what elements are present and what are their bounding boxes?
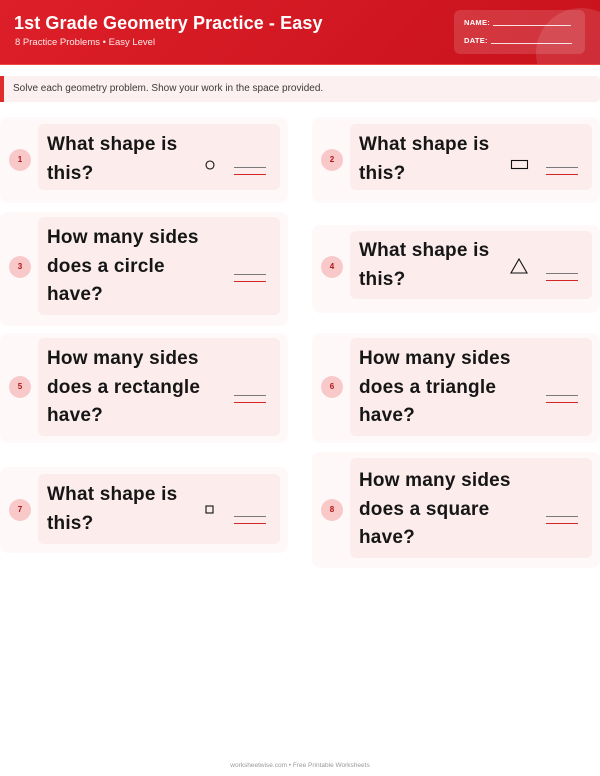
- question-text: How many sides does a rectangle have?: [47, 348, 201, 426]
- name-field[interactable]: [464, 18, 571, 27]
- page-subtitle: 8 Practice Problems • Easy Level: [15, 37, 156, 48]
- question-text: How many sides does a triangle have?: [359, 348, 511, 426]
- page-footer: worksheetwise.com • Free Printable Worksheets: [230, 762, 370, 769]
- page-title: 1st Grade Geometry Practice - Easy: [14, 13, 323, 33]
- problem-number-badge: 4: [321, 256, 343, 278]
- triangle-icon: [509, 257, 529, 275]
- instructions-bar: Solve each geometry problem. Show your work in the space provided.: [0, 76, 600, 102]
- problem-card: [0, 212, 288, 326]
- problem-number-badge: 7: [9, 499, 31, 521]
- question-text: What shape is this?: [359, 134, 490, 184]
- problem-card: [312, 117, 600, 203]
- rectangle-icon: [510, 159, 530, 171]
- question-text: What shape is this?: [47, 134, 178, 184]
- problem-content: [350, 338, 592, 436]
- problem-content: [38, 474, 280, 544]
- problem-card: [0, 333, 288, 443]
- question-text: What shape is this?: [359, 240, 490, 290]
- name-label: NAME:: [464, 18, 491, 27]
- problem-content: [350, 458, 592, 558]
- answer-blank[interactable]: [234, 167, 266, 175]
- problem-number-badge: 5: [9, 376, 31, 398]
- problem-content: [38, 217, 280, 315]
- problem-card: [0, 467, 288, 553]
- answer-blank[interactable]: [234, 395, 266, 403]
- problem-number-badge: 1: [9, 149, 31, 171]
- square-icon: [204, 504, 216, 516]
- problem-content: [38, 124, 280, 190]
- question-text: What shape is this?: [47, 484, 178, 534]
- problem-number-badge: 3: [9, 256, 31, 278]
- question-text: How many sides does a square have?: [359, 470, 511, 548]
- problem-content: [38, 338, 280, 436]
- problem-card: [312, 333, 600, 443]
- problem-card: [312, 225, 600, 313]
- answer-blank[interactable]: [546, 395, 578, 403]
- answer-blank[interactable]: [546, 516, 578, 524]
- answer-blank[interactable]: [234, 274, 266, 282]
- worksheet-header: [0, 0, 600, 65]
- date-label: DATE:: [464, 36, 488, 45]
- problem-number-badge: 6: [321, 376, 343, 398]
- problem-content: [350, 231, 592, 299]
- answer-blank[interactable]: [546, 167, 578, 175]
- problem-card: [312, 452, 600, 568]
- circle-icon: [204, 159, 216, 171]
- problem-number-badge: 8: [321, 499, 343, 521]
- answer-blank[interactable]: [234, 516, 266, 524]
- problem-content: [350, 124, 592, 190]
- date-field[interactable]: [464, 36, 572, 45]
- problem-number-badge: 2: [321, 149, 343, 171]
- date-line: [491, 43, 572, 44]
- answer-blank[interactable]: [546, 273, 578, 281]
- name-line: [493, 25, 571, 26]
- problem-card: [0, 117, 288, 203]
- question-text: How many sides does a circle have?: [47, 227, 199, 305]
- name-date-box: [454, 10, 585, 54]
